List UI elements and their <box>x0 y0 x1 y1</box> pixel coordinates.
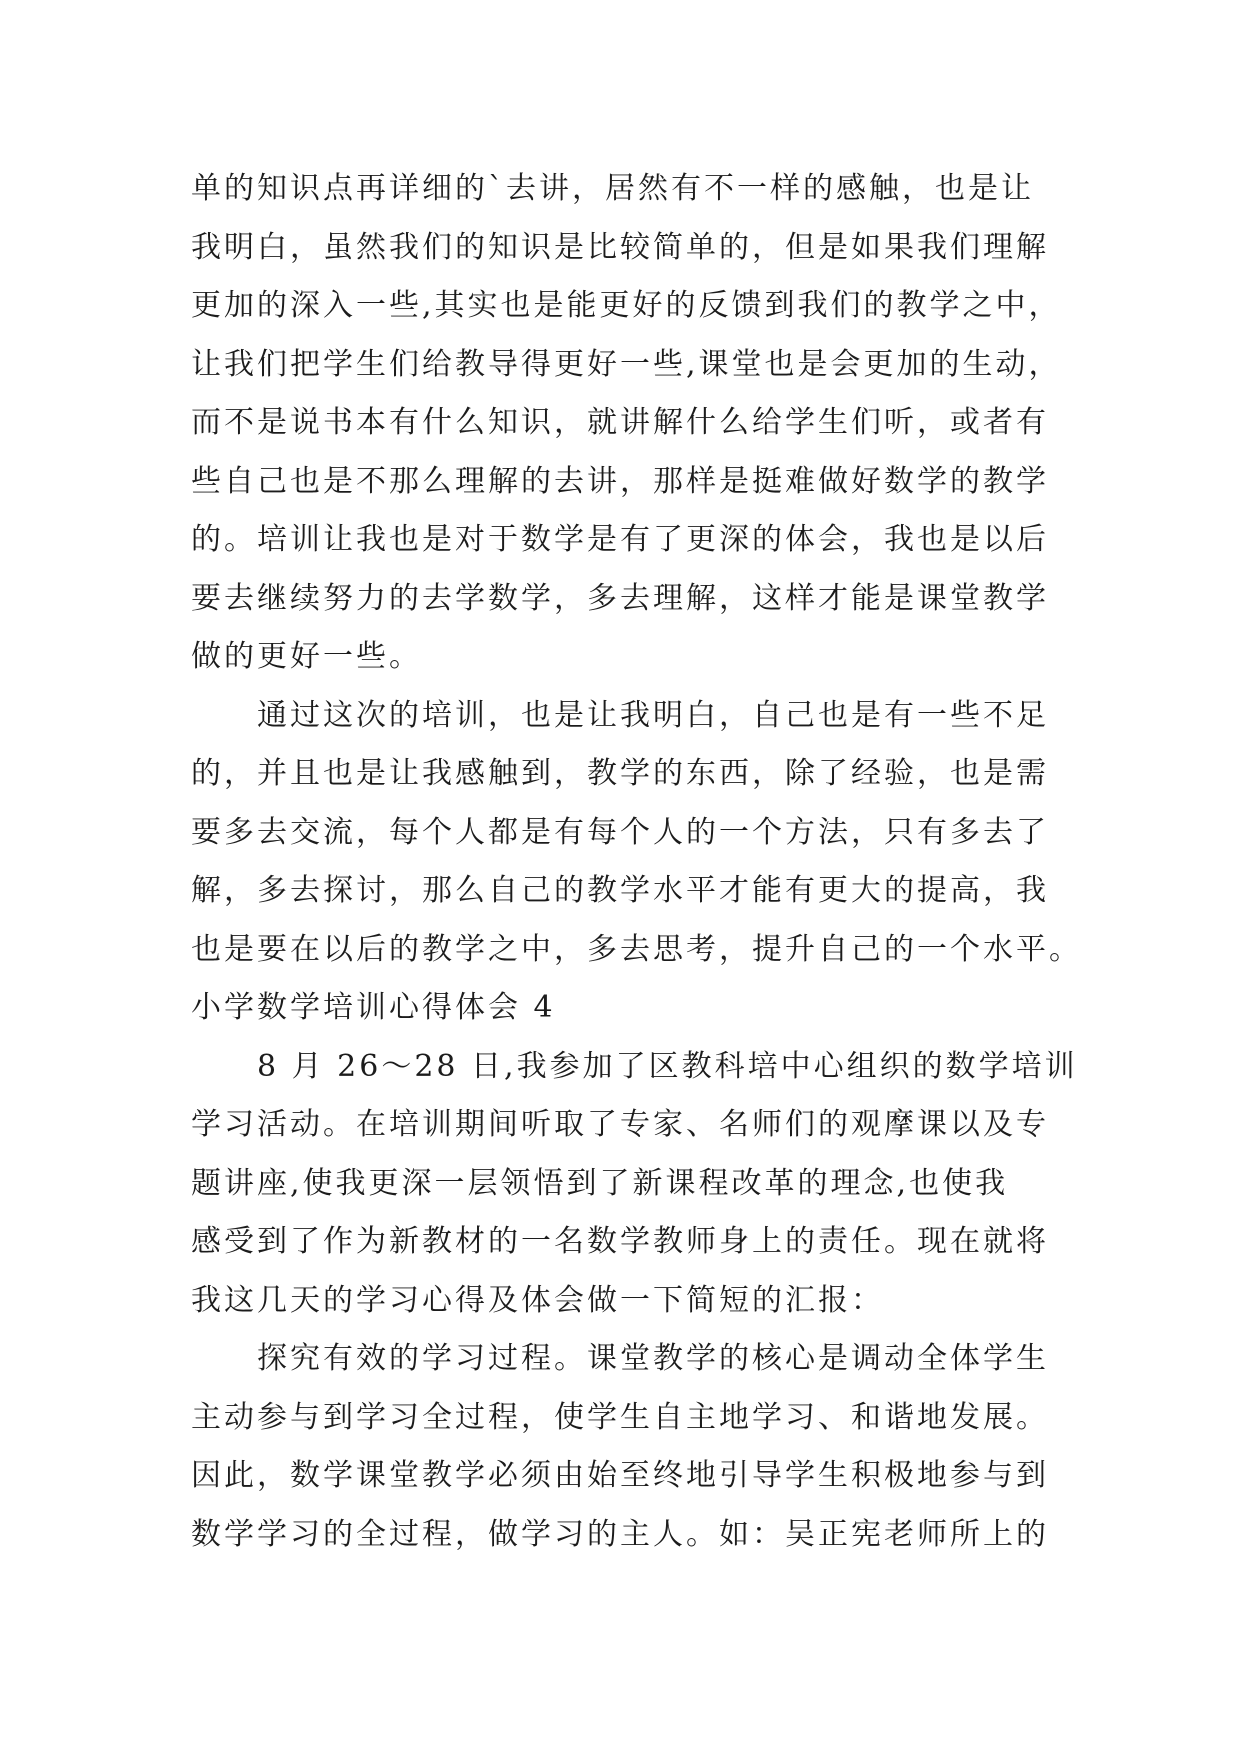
paragraph-line: 解，多去探讨，那么自己的教学水平才能有更大的提高，我 <box>191 873 1049 908</box>
paragraph-line: 而不是说书本有什么知识，就讲解什么给学生们听，或者有 <box>191 405 1049 440</box>
continued-paragraph <box>191 160 1151 687</box>
paragraph-2 <box>191 687 1151 980</box>
paragraph-line: 些自己也是不那么理解的去讲，那样是挺难做好数学的教学 <box>191 463 1049 499</box>
paragraph-line: 我明白，虽然我们的知识是比较简单的，但是如果我们理解 <box>191 229 1049 265</box>
paragraph-line: 8 月 26～28 日,我参加了区教科培中心组织的数学培训 <box>257 1048 1078 1084</box>
paragraph-line: 的，并且也是让我感触到，教学的东西，除了经验，也是需 <box>191 756 1049 791</box>
paragraph-line: 数学学习的全过程，做学习的主人。如：吴正宪老师所上的 <box>191 1516 1049 1552</box>
paragraph-line: 让我们把学生们给教导得更好一些,课堂也是会更加的生动， <box>191 346 1062 382</box>
paragraph-line: 单的知识点再详细的`去讲，居然有不一样的感触，也是让 <box>191 171 1034 206</box>
paragraph-line: 学习活动。在培训期间听取了专家、名师们的观摩课以及专 <box>191 1107 1049 1142</box>
paragraph-4 <box>191 1330 1151 1564</box>
paragraph-3 <box>191 1038 1151 1331</box>
paragraph-line: 要去继续努力的去学数学，多去理解，这样才能是课堂教学 <box>191 580 1049 616</box>
paragraph-line: 因此，数学课堂教学必须由始至终地引导学生积极地参与到 <box>191 1458 1049 1493</box>
paragraph-line: 通过这次的培训，也是让我明白，自己也是有一些不足 <box>257 697 1049 733</box>
paragraph-line: 的。培训让我也是对于数学是有了更深的体会，我也是以后 <box>191 522 1049 557</box>
paragraph-line: 题讲座,使我更深一层领悟到了新课程改革的理念,也使我 <box>191 1165 1009 1201</box>
paragraph-line: 做的更好一些。 <box>191 639 422 674</box>
paragraph-line: 更加的深入一些,其实也是能更好的反馈到我们的教学之中， <box>191 288 1062 323</box>
paragraph-line: 主动参与到学习全过程，使学生自主地学习、和谐地发展。 <box>191 1399 1049 1435</box>
paragraph-line: 感受到了作为新教材的一名数学教师身上的责任。现在就将 <box>191 1224 1049 1259</box>
section-heading: 小学数学培训心得体会 4 <box>191 990 556 1025</box>
document-body <box>191 160 1151 1564</box>
paragraph-line: 也是要在以后的教学之中，多去思考，提升自己的一个水平。 <box>191 931 1082 967</box>
paragraph-line: 我这几天的学习心得及体会做一下简短的汇报： <box>191 1282 884 1318</box>
paragraph-line: 要多去交流，每个人都是有每个人的一个方法，只有多去了 <box>191 814 1049 850</box>
paragraph-line: 探究有效的学习过程。课堂教学的核心是调动全体学生 <box>257 1341 1049 1376</box>
